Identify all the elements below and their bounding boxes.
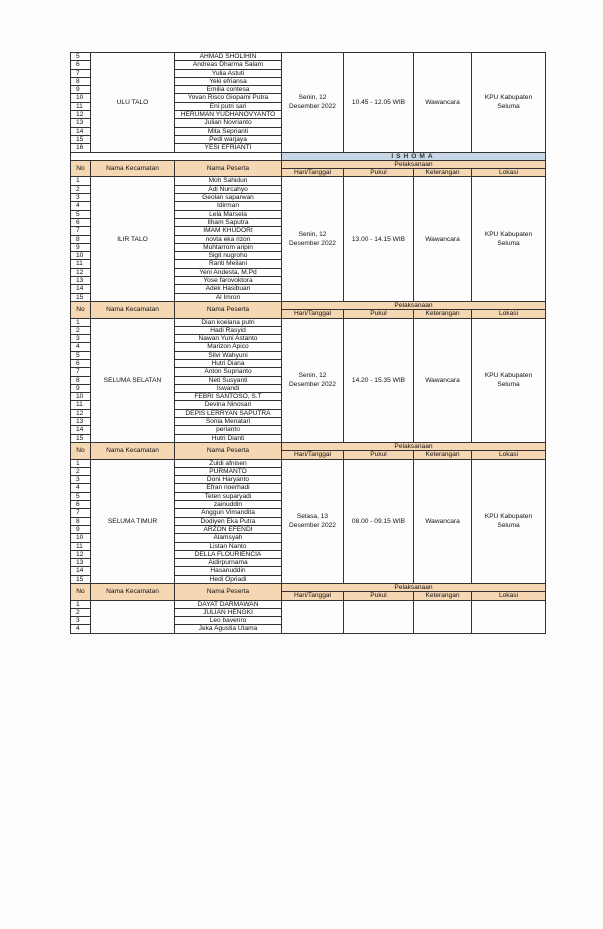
- row-number: 16: [71, 144, 91, 152]
- row-number: 3: [71, 335, 91, 343]
- row-number: 11: [71, 542, 91, 550]
- header-pelaksanaan: Pelaksanaan: [282, 584, 546, 592]
- row-number: 1: [71, 459, 91, 467]
- row-number: 12: [71, 111, 91, 119]
- peserta-name: Silvi Wahyuni: [175, 351, 282, 359]
- row-number: 3: [71, 617, 91, 625]
- peserta-name: Al Imron: [175, 293, 282, 301]
- peserta-name: Hadi Rasyid: [175, 326, 282, 334]
- peserta-name: IMAM KHUDORI: [175, 227, 282, 235]
- row-number: 8: [71, 235, 91, 243]
- peserta-name: Moh Sahidun: [175, 177, 282, 185]
- peserta-name: Devina Ninosari: [175, 401, 282, 409]
- hari-tanggal-cell: Senin, 12 Desember 2022: [282, 177, 344, 301]
- peserta-name: Iswandi: [175, 384, 282, 392]
- row-number: 6: [71, 501, 91, 509]
- header-hari-tanggal: Hari/Tanggal: [282, 592, 344, 600]
- keterangan-cell: Wawancara: [414, 177, 472, 301]
- header-pukul: Pukul: [344, 592, 414, 600]
- row-number: 1: [71, 600, 91, 608]
- row-number: 2: [71, 185, 91, 193]
- header-hari-tanggal: Hari/Tanggal: [282, 169, 344, 177]
- peserta-name: Emilia contesa: [175, 86, 282, 94]
- peserta-name: Mita Seprianti: [175, 127, 282, 135]
- row-number: 15: [71, 135, 91, 143]
- lokasi-cell: KPU Kabupaten Seluma: [472, 318, 546, 442]
- row-number: 5: [71, 351, 91, 359]
- header-lokasi: Lokasi: [472, 451, 546, 459]
- kecamatan-cell: [91, 600, 175, 633]
- header-nama-peserta: Nama Peserta: [175, 160, 282, 177]
- row-number: 9: [71, 384, 91, 392]
- row-number: 4: [71, 484, 91, 492]
- hari-tanggal-cell: Senin, 12 Desember 2022: [282, 318, 344, 442]
- header-pelaksanaan: Pelaksanaan: [282, 160, 546, 168]
- header-nama-peserta: Nama Peserta: [175, 584, 282, 601]
- row-number: 9: [71, 86, 91, 94]
- keterangan-cell: Wawancara: [414, 318, 472, 442]
- peserta-name: Hutri Dianti: [175, 434, 282, 442]
- row-number: 7: [71, 227, 91, 235]
- peserta-name: Hutri Diana: [175, 359, 282, 367]
- peserta-name: Dian koelana putri: [175, 318, 282, 326]
- peserta-name: Yeni Andesta, M.Pd: [175, 268, 282, 276]
- peserta-name: Pedi warjaya: [175, 135, 282, 143]
- row-number: 10: [71, 252, 91, 260]
- peserta-name: Dodiyen Eka Putra: [175, 517, 282, 525]
- peserta-name: DELLA FLOURIENCIA: [175, 550, 282, 558]
- row-number: 11: [71, 102, 91, 110]
- header-nama-kecamatan: Nama Kecamatan: [91, 301, 175, 318]
- header-lokasi: Lokasi: [472, 310, 546, 318]
- header-row: [71, 160, 546, 168]
- row-number: 4: [71, 202, 91, 210]
- header-pukul: Pukul: [344, 169, 414, 177]
- peserta-name: ARZON EFENDI: [175, 525, 282, 533]
- header-no: No: [71, 584, 91, 601]
- header-keterangan: Keterangan: [414, 310, 472, 318]
- row-number: 8: [71, 376, 91, 384]
- row-number: 6: [71, 61, 91, 69]
- row-number: 15: [71, 293, 91, 301]
- peserta-name: YESI EFRIANTI: [175, 144, 282, 152]
- row-number: 11: [71, 401, 91, 409]
- peserta-name: HERUMAN YUDHANOVYANTO: [175, 111, 282, 119]
- peserta-name: Listan Nanto: [175, 542, 282, 550]
- header-nama-kecamatan: Nama Kecamatan: [91, 442, 175, 459]
- peserta-name: Nawan Yuni Astanto: [175, 335, 282, 343]
- pukul-cell: 14.20 - 15.35 WIB: [344, 318, 414, 442]
- row-number: 2: [71, 326, 91, 334]
- peserta-name: Sigit nugroho: [175, 252, 282, 260]
- peserta-name: Sonia Menatari: [175, 418, 282, 426]
- kecamatan-cell: ULU TALO: [91, 53, 175, 153]
- hari-tanggal-cell: [282, 600, 344, 633]
- kecamatan-cell: ILIR TALO: [91, 177, 175, 301]
- header-row: [71, 442, 546, 450]
- peserta-name: Julian Novrianto: [175, 119, 282, 127]
- header-keterangan: Keterangan: [414, 169, 472, 177]
- peserta-name: Aidirpurnama: [175, 559, 282, 567]
- header-nama-peserta: Nama Peserta: [175, 301, 282, 318]
- peserta-name: Hasanuddin: [175, 567, 282, 575]
- row-number: 10: [71, 393, 91, 401]
- header-hari-tanggal: Hari/Tanggal: [282, 451, 344, 459]
- break-label: ISHOMA: [282, 152, 546, 160]
- row-number: 6: [71, 218, 91, 226]
- peserta-name: AHMAD SHOLIHIN: [175, 53, 282, 61]
- header-nama-kecamatan: Nama Kecamatan: [91, 160, 175, 177]
- schedule-table: [70, 52, 546, 634]
- kecamatan-cell: SELUMA TIMUR: [91, 459, 175, 583]
- lokasi-cell: KPU Kabupaten Seluma: [472, 53, 546, 153]
- peserta-name: Anton Suprianto: [175, 368, 282, 376]
- keterangan-cell: Wawancara: [414, 53, 472, 153]
- row-number: 1: [71, 177, 91, 185]
- peserta-name: Zuldi afnisen: [175, 459, 282, 467]
- kecamatan-cell: SELUMA SELATAN: [91, 318, 175, 442]
- table-row: [71, 177, 546, 185]
- peserta-name: DEPIS LERRYAN SAPUTRA: [175, 409, 282, 417]
- row-number: 2: [71, 608, 91, 616]
- pukul-cell: 10.45 - 12.05 WIB: [344, 53, 414, 153]
- peserta-name: Anggun Vimandita: [175, 509, 282, 517]
- peserta-name: Geolan saparwan: [175, 194, 282, 202]
- header-keterangan: Keterangan: [414, 451, 472, 459]
- header-nama-peserta: Nama Peserta: [175, 442, 282, 459]
- lokasi-cell: KPU Kabupaten Seluma: [472, 459, 546, 583]
- header-lokasi: Lokasi: [472, 592, 546, 600]
- row-number: 15: [71, 575, 91, 583]
- header-no: No: [71, 160, 91, 177]
- peserta-name: Adek Hasibuan: [175, 285, 282, 293]
- peserta-name: Teten suparyadi: [175, 492, 282, 500]
- peserta-name: Marizon Apico: [175, 343, 282, 351]
- header-keterangan: Keterangan: [414, 592, 472, 600]
- header-no: No: [71, 301, 91, 318]
- peserta-name: Andreas Dharma Salam: [175, 61, 282, 69]
- peserta-name: FEBRI SANTOSO, S.T: [175, 393, 282, 401]
- row-number: 9: [71, 525, 91, 533]
- table-row: [71, 53, 546, 61]
- peserta-name: Yulia Astuti: [175, 69, 282, 77]
- hari-tanggal-cell: Senin, 12 Desember 2022: [282, 53, 344, 153]
- peserta-name: Adi Nurcahyo: [175, 185, 282, 193]
- peserta-name: Ilham Saputra: [175, 218, 282, 226]
- peserta-name: Muhtarrom aripin: [175, 243, 282, 251]
- row-number: 11: [71, 260, 91, 268]
- row-number: 8: [71, 517, 91, 525]
- row-number: 2: [71, 467, 91, 475]
- row-number: 13: [71, 277, 91, 285]
- row-number: 8: [71, 77, 91, 85]
- header-pukul: Pukul: [344, 451, 414, 459]
- row-number: 13: [71, 559, 91, 567]
- lokasi-cell: KPU Kabupaten Seluma: [472, 177, 546, 301]
- peserta-name: JULIAN HENGKI: [175, 608, 282, 616]
- peserta-name: Idirman: [175, 202, 282, 210]
- row-number: 14: [71, 127, 91, 135]
- row-number: 5: [71, 210, 91, 218]
- row-number: 14: [71, 426, 91, 434]
- header-nama-kecamatan: Nama Kecamatan: [91, 584, 175, 601]
- break-row: [71, 152, 546, 160]
- row-number: 7: [71, 368, 91, 376]
- row-number: 10: [71, 94, 91, 102]
- header-no: No: [71, 442, 91, 459]
- peserta-name: Lela Marsela: [175, 210, 282, 218]
- row-number: 3: [71, 194, 91, 202]
- peserta-name: Yose farovoktora: [175, 277, 282, 285]
- row-number: 7: [71, 509, 91, 517]
- row-number: 12: [71, 550, 91, 558]
- pukul-cell: [344, 600, 414, 633]
- header-pukul: Pukul: [344, 310, 414, 318]
- peserta-name: Doni Haryanto: [175, 476, 282, 484]
- row-number: 5: [71, 492, 91, 500]
- table-row: [71, 459, 546, 467]
- row-number: 12: [71, 268, 91, 276]
- row-number: 14: [71, 285, 91, 293]
- pukul-cell: 08.00 - 09.15 WIB: [344, 459, 414, 583]
- keterangan-cell: Wawancara: [414, 459, 472, 583]
- peserta-name: Efran noerhadi: [175, 484, 282, 492]
- peserta-name: Hedi Opriadi: [175, 575, 282, 583]
- header-row: [71, 584, 546, 592]
- row-number: 7: [71, 69, 91, 77]
- row-number: 13: [71, 119, 91, 127]
- hari-tanggal-cell: Selasa, 13 Desember 2022: [282, 459, 344, 583]
- peserta-name: Yovan Risco Giopami Putra: [175, 94, 282, 102]
- table-row: [71, 600, 546, 608]
- row-number: 13: [71, 418, 91, 426]
- peserta-name: Yeki efriansa: [175, 77, 282, 85]
- schedule-sheet: [70, 52, 545, 634]
- peserta-name: Leo bavenro: [175, 617, 282, 625]
- peserta-name: novta eka rizon: [175, 235, 282, 243]
- header-pelaksanaan: Pelaksanaan: [282, 301, 546, 309]
- peserta-name: Jeka Agustia Utama: [175, 625, 282, 633]
- lokasi-cell: [472, 600, 546, 633]
- row-number: 1: [71, 318, 91, 326]
- peserta-name: Ranti Meliani: [175, 260, 282, 268]
- row-number: 4: [71, 625, 91, 633]
- header-row: [71, 301, 546, 309]
- header-lokasi: Lokasi: [472, 169, 546, 177]
- row-number: 9: [71, 243, 91, 251]
- header-pelaksanaan: Pelaksanaan: [282, 442, 546, 450]
- row-number: 5: [71, 53, 91, 61]
- row-number: 15: [71, 434, 91, 442]
- row-number: 4: [71, 343, 91, 351]
- peserta-name: Neti Susyanti: [175, 376, 282, 384]
- pukul-cell: 13.00 - 14.15 WIB: [344, 177, 414, 301]
- peserta-name: Eni putri sari: [175, 102, 282, 110]
- row-number: 3: [71, 476, 91, 484]
- row-number: 14: [71, 567, 91, 575]
- peserta-name: zainuddin: [175, 501, 282, 509]
- peserta-name: PURMANTO: [175, 467, 282, 475]
- peserta-name: perianto: [175, 426, 282, 434]
- header-hari-tanggal: Hari/Tanggal: [282, 310, 344, 318]
- peserta-name: Alamsyah: [175, 534, 282, 542]
- peserta-name: DAYAT DARMAWAN: [175, 600, 282, 608]
- keterangan-cell: [414, 600, 472, 633]
- row-number: 12: [71, 409, 91, 417]
- row-number: 6: [71, 359, 91, 367]
- row-number: 10: [71, 534, 91, 542]
- table-row: [71, 318, 546, 326]
